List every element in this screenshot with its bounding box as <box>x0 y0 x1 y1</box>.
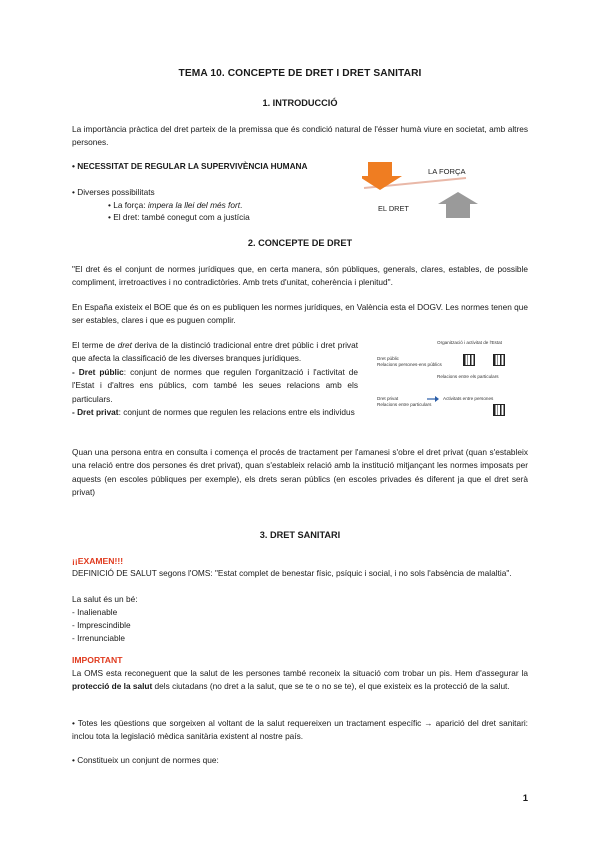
qr-code-icon <box>463 354 475 366</box>
public-label: - Dret públic <box>72 366 124 377</box>
forca-suffix: . <box>240 200 243 210</box>
constitutes-item: • Constitueix un conjunt de normes que: <box>72 755 219 765</box>
forca-italic: impera la llei del més fort <box>147 200 241 210</box>
private-text: : conjunt de normes que regulen les relacions entre els individus <box>118 407 355 418</box>
important-label: IMPORTANT <box>72 655 123 665</box>
label-forca: LA FORÇA <box>428 167 466 176</box>
section-heading-introduccio: 1. INTRODUCCIÓ <box>262 98 338 108</box>
force-vs-law-figure <box>362 160 500 218</box>
health-good-item: - Irrenunciable <box>72 633 126 643</box>
consultation-paragraph: Quan una persona entra en consulta i comença el procés de tractament per l'amanesi s'obre el dret privat (quan s'estableix una relació entre dos persones és dret privat), quan s'estableix relació amb la institució mitjançant les normes imposats per aquests (en escoles públiques per exemple), els drets seran públics (en escoles privades és diferent ja que el dret serà privat) <box>72 447 528 498</box>
page-title: TEMA 10. CONCEPTE DE DRET I DRET SANITARI <box>178 68 422 79</box>
public-text: : conjunt de normes que regulen l'organització i l'activitat de l'Estat i d'altres ens públics, com també les seues relacions amb els particulars. <box>72 366 358 404</box>
label-dret: EL DRET <box>378 204 409 213</box>
possibilities-item: • Diverses possibilitats <box>72 187 155 197</box>
boe-paragraph: En España existeix el BOE que és on es publiquen les normes jurídiques, en València esta el DOGV. Les normes tenen que ser estables, clares i que es puguen complir. <box>72 302 528 326</box>
term-paragraph <box>72 339 358 419</box>
qr-code-icon <box>493 404 505 416</box>
health-good-item: - Imprescindible <box>72 620 131 630</box>
section-heading-dret-sanitari: 3. DRET SANITARI <box>259 530 341 540</box>
oms-bold: protecció de la salut <box>72 681 153 692</box>
section-heading-concepte: 2. CONCEPTE DE DRET <box>247 238 353 248</box>
oms-suffix: dels ciutadans (no dret a la salut, que se te o no se te), el que existeix es la protecció de la salut. <box>152 681 510 692</box>
questions-paragraph: • Totes les qüestions que sorgeixen al voltant de la salut requereixen un tractament específic → aparició del dret sanitari: inclou tota la legislació mèdica sanitària existent al nostre país. <box>72 718 528 742</box>
definition-quote: "El dret és el conjunt de normes jurídiques que, en certa manera, són públiques, generals, clares, estables, de possible compliment, irretroactives i no contradictòries. Amb trets d'unitat, coherència i plenitud". <box>72 264 528 288</box>
health-definition: DEFINICIÓ DE SALUT segons l'OMS: "Estat complet de benestar físic, psíquic i social, i no sols l'absència de malaltia". <box>72 568 512 578</box>
term-suffix: deriva de la distinció tradicional entre dret públic i dret privat que afecta la classificació de les diverses branques jurídiques. <box>72 340 359 364</box>
fig2-left-top: Dret públic <box>377 356 399 361</box>
forca-prefix: • La força: <box>108 200 148 210</box>
public-private-law-figure <box>375 340 525 422</box>
page-number: 1 <box>522 793 528 804</box>
private-label: - Dret privat <box>72 407 119 418</box>
fig2-bottom-label: Activitats entre persones <box>443 396 494 401</box>
bullet-heading-supervivencia: • NECESSITAT DE REGULAR LA SUPERVIVÈNCIA HUMANA <box>72 161 308 171</box>
up-arrow-icon <box>438 192 478 218</box>
dret-item: • El dret: també conegut com a justícia <box>108 212 250 222</box>
health-good-item: - Inalienable <box>72 607 118 617</box>
fig2-top-label: Organització i activitat de l'Estat <box>437 340 502 345</box>
fig2-left-bottom: Dret privat <box>377 396 399 401</box>
term-prefix: El terme de <box>72 340 118 350</box>
intro-paragraph: La importància pràctica del dret parteix de la premissa que és condició natural de l'ésser humà viure en societat, amb altres persones. <box>72 124 528 148</box>
exam-alert: ¡¡EXAMEN!!! <box>72 556 124 566</box>
arrow-right-icon <box>427 395 439 403</box>
health-good-intro: La salut és un bé: <box>72 594 138 604</box>
qr-code-icon <box>493 354 505 366</box>
oms-prefix: La OMS esta reconeguent que la salut de les persones també reconeix la situació com trobar un pis. Hem d'assegurar la <box>72 668 528 678</box>
fig2-mid-label: Relacions entre els particulars <box>437 374 499 379</box>
term-italic: dret <box>117 340 132 350</box>
fig2-left-bottom-sub: Relacions entre particulars <box>377 402 432 407</box>
fig2-left-top-sub: Relacions persones-ens públics <box>377 362 442 367</box>
oms-paragraph <box>72 667 528 694</box>
